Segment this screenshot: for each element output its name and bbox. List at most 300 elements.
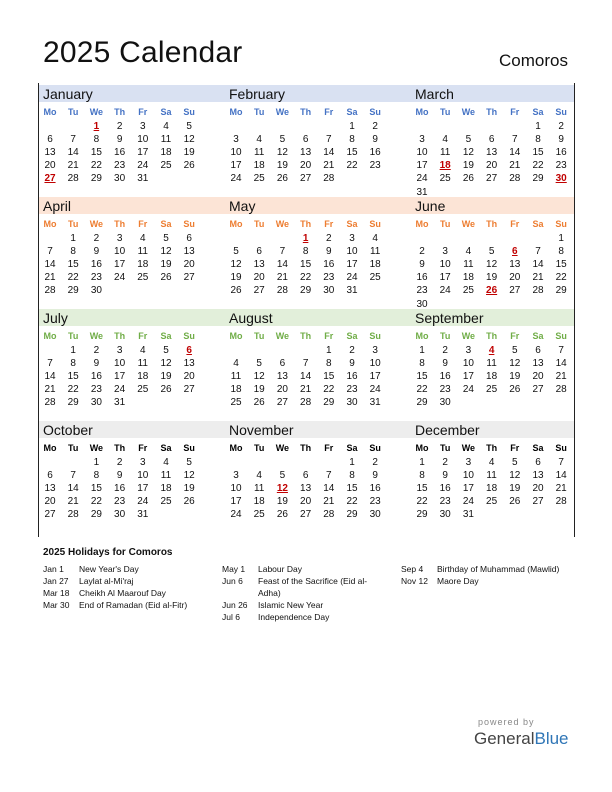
day-cell: 23 [439,384,451,396]
day-cell: 28 [44,397,56,409]
day-cell: 13 [486,147,498,159]
day-cell: 14 [67,483,79,495]
day-cell: 4 [256,470,262,482]
weekday-header: Fr [138,107,148,117]
day-cell: 15 [67,259,79,271]
holiday-day-cell: 4 [488,345,495,356]
month-name: January [43,86,93,102]
day-cell: 4 [488,457,495,468]
weekday-header: Fr [510,331,520,341]
day-cell: 29 [416,397,428,409]
day-cell: 19 [276,160,288,172]
day-cell: 12 [253,371,265,383]
weekday-header: Fr [324,219,334,229]
day-cell: 13 [300,483,312,495]
day-cell: 10 [230,147,242,159]
weekday-header: Su [183,219,195,229]
day-cell: 14 [323,147,335,159]
day-cell: 10 [439,259,451,271]
day-cell: 26 [276,509,288,521]
day-cell: 15 [555,259,567,271]
day-cell: 16 [369,483,381,495]
day-cell: 5 [186,121,192,132]
day-cell: 16 [555,147,567,159]
holiday-date: Jul 6 [222,612,240,622]
day-cell: 10 [137,134,149,146]
day-cell: 19 [230,272,242,284]
day-cell: 7 [302,358,309,370]
day-cell: 5 [279,134,286,146]
day-cell: 13 [183,246,195,258]
holiday-day-cell: 1 [93,121,100,132]
weekday-header: Th [114,443,126,453]
day-cell: 3 [116,345,123,356]
day-cell: 17 [439,272,451,284]
holiday-name: Laylat al-Mi'raj [79,576,134,586]
day-cell: 15 [323,371,335,383]
holiday-date: Jun 26 [222,600,248,610]
day-cell: 27 [253,285,265,297]
day-cell: 28 [44,285,56,297]
day-cell: 25 [230,397,242,409]
weekday-header: Mo [43,107,57,117]
weekday-header: We [89,107,104,117]
holiday-name: Islamic New Year [258,600,324,610]
day-cell: 22 [90,496,102,508]
day-cell: 18 [462,272,474,284]
day-cell: 28 [323,509,335,521]
day-cell: 11 [160,134,172,146]
day-cell: 20 [300,160,312,172]
holiday-item [222,575,382,599]
day-cell: 14 [67,147,79,159]
day-cell: 19 [509,483,521,495]
day-cell: 8 [349,134,355,146]
day-cell: 16 [416,272,428,284]
weekday-header: Sa [532,443,544,453]
day-cell: 3 [465,345,472,356]
weekday-header: Su [555,443,567,453]
weekday-header: Mo [229,107,243,117]
day-cell: 25 [253,509,265,521]
holiday-column-3 [401,563,576,587]
weekday-header: Mo [43,443,57,453]
brand-blue: Blue [534,729,569,748]
day-cell: 8 [419,358,425,370]
weekday-header: Th [114,107,126,117]
day-cell: 18 [230,384,242,396]
weekday-header: Sa [532,331,544,341]
day-cell: 10 [114,246,126,258]
month-july [39,309,214,419]
day-cell: 3 [140,121,146,132]
day-cell: 5 [465,134,472,146]
day-cell: 9 [116,134,123,146]
day-cell: 21 [532,272,544,284]
day-cell: 30 [439,397,451,409]
day-cell: 2 [326,233,332,244]
day-cell: 27 [532,384,544,396]
day-cell: 18 [486,371,498,383]
day-cell: 9 [116,470,123,482]
month-october [39,421,214,531]
weekday-header: Mo [229,219,243,229]
day-cell: 6 [535,345,541,356]
day-cell: 20 [509,272,521,284]
day-cell: 17 [369,371,381,383]
day-cell: 4 [256,134,262,146]
day-cell: 15 [346,147,358,159]
day-cell: 6 [47,134,53,146]
weekday-header: Mo [229,331,243,341]
day-cell: 7 [558,457,564,468]
day-cell: 20 [300,496,312,508]
holiday-date: Mar 30 [43,600,70,610]
day-cell: 21 [67,160,79,172]
weekday-header: Mo [415,219,429,229]
day-cell: 8 [349,470,355,482]
day-cell: 15 [532,147,544,159]
day-cell: 12 [509,358,521,370]
day-cell: 24 [369,384,381,396]
weekday-header: We [89,443,104,453]
day-cell: 3 [372,345,378,356]
weekday-header: Mo [415,107,429,117]
day-cell: 4 [465,246,472,258]
weekday-header: We [275,107,290,117]
month-november [225,421,400,531]
day-cell: 23 [439,496,451,508]
day-cell: 10 [230,483,242,495]
calendar-grid [38,83,575,537]
month-name: December [415,422,480,438]
day-cell: 14 [532,259,544,271]
day-cell: 19 [160,259,172,271]
day-cell: 5 [488,246,495,258]
day-cell: 17 [114,371,126,383]
holiday-date: Jan 1 [43,564,64,574]
day-cell: 2 [442,345,448,356]
holiday-date: May 1 [222,564,246,574]
weekday-header: Su [369,219,381,229]
day-cell: 9 [349,358,355,370]
day-cell: 31 [137,509,149,521]
day-cell: 17 [137,147,149,159]
day-cell: 27 [300,173,312,185]
day-cell: 28 [276,285,288,297]
day-cell: 13 [253,259,265,271]
day-cell: 19 [509,371,521,383]
day-cell: 26 [230,285,242,297]
day-cell: 7 [326,470,332,482]
day-cell: 3 [442,246,448,258]
day-cell: 17 [346,259,358,271]
weekday-header: Su [183,107,195,117]
day-cell: 2 [558,121,564,132]
day-cell: 27 [300,509,312,521]
day-cell: 18 [160,483,172,495]
day-cell: 26 [253,397,265,409]
day-cell: 20 [276,384,288,396]
day-cell: 23 [369,160,381,172]
day-cell: 12 [276,147,288,159]
day-cell: 15 [416,371,428,383]
holiday-name: New Year's Day [79,564,139,574]
day-cell: 7 [326,134,332,146]
day-cell: 30 [416,298,428,310]
weekday-header: Th [300,443,312,453]
day-cell: 5 [233,246,239,258]
day-cell: 1 [70,233,76,244]
holiday-day-cell: 30 [555,173,567,185]
day-cell: 14 [300,371,312,383]
weekday-header: We [275,219,290,229]
day-cell: 21 [44,272,56,284]
day-cell: 12 [509,470,521,482]
day-cell: 8 [419,470,425,482]
day-cell: 2 [116,121,123,132]
day-cell: 24 [462,496,474,508]
day-cell: 17 [114,259,126,271]
holiday-name: Cheikh Al Maarouf Day [79,588,166,598]
day-cell: 13 [44,483,56,495]
day-cell: 1 [326,345,332,356]
weekday-header: Sa [160,107,172,117]
day-cell: 6 [256,246,262,258]
weekday-header: Tu [254,219,265,229]
day-cell: 26 [276,173,288,185]
day-cell: 5 [279,470,286,482]
day-cell: 1 [419,345,425,356]
weekday-header: Fr [138,219,148,229]
month-name: July [43,310,68,326]
month-name: March [415,86,454,102]
month-name: October [43,422,93,438]
day-cell: 22 [67,384,79,396]
day-cell: 14 [44,371,56,383]
day-cell: 2 [93,345,100,356]
day-cell: 15 [300,259,312,271]
month-name: August [229,310,273,326]
day-cell: 31 [346,285,358,297]
month-name: April [43,198,72,214]
weekday-header: We [461,331,476,341]
day-cell: 26 [183,496,195,508]
day-cell: 25 [486,384,498,396]
day-cell: 25 [253,173,265,185]
day-cell: 7 [558,345,564,356]
weekday-header: Tu [254,443,265,453]
month-december [411,421,586,531]
day-cell: 6 [535,457,541,468]
day-cell: 9 [442,470,448,482]
holiday-item [43,599,213,611]
day-cell: 25 [137,272,149,284]
day-cell: 19 [486,272,498,284]
day-cell: 24 [137,496,149,508]
day-cell: 11 [369,246,381,258]
weekday-header: Tu [440,443,451,453]
day-cell: 30 [369,509,381,521]
day-cell: 21 [276,272,288,284]
day-cell: 3 [465,457,472,468]
weekday-header: Mo [229,443,243,453]
month-name: September [415,310,484,326]
day-cell: 9 [558,134,564,146]
day-cell: 5 [512,345,518,356]
weekday-header: We [275,443,290,453]
weekday-header: Su [183,443,195,453]
month-name: November [229,422,294,438]
brand-logo[interactable] [474,729,569,749]
day-cell: 20 [486,160,498,172]
day-cell: 29 [323,397,335,409]
day-cell: 28 [555,496,567,508]
weekday-header: Sa [346,107,358,117]
holiday-date: Jun 6 [222,576,243,586]
day-cell: 1 [535,121,541,132]
holiday-name: Independence Day [258,612,330,622]
day-cell: 3 [349,233,355,244]
weekday-header: Su [369,331,381,341]
day-cell: 27 [276,397,288,409]
holiday-date: Sep 4 [401,564,424,574]
holiday-item [222,611,382,623]
weekday-header: Fr [510,219,520,229]
day-cell: 4 [233,358,239,370]
day-cell: 19 [276,496,288,508]
holiday-item [43,563,213,575]
day-cell: 1 [349,121,355,132]
day-cell: 29 [346,509,358,521]
day-cell: 31 [114,397,126,409]
day-cell: 16 [439,371,451,383]
day-cell: 23 [323,272,335,284]
weekday-header: Sa [346,443,358,453]
day-cell: 8 [93,134,100,146]
day-cell: 7 [70,470,76,482]
day-cell: 12 [486,259,498,271]
day-cell: 13 [509,259,521,271]
weekday-header: Su [555,219,567,229]
holiday-date: Jan 27 [43,576,69,586]
weekday-header: We [461,107,476,117]
weekday-header: Th [300,219,312,229]
day-cell: 22 [416,496,428,508]
day-cell: 15 [90,483,102,495]
day-cell: 5 [256,358,262,370]
day-cell: 1 [419,457,425,468]
day-cell: 30 [439,509,451,521]
day-cell: 24 [230,173,242,185]
day-cell: 25 [160,496,172,508]
day-cell: 23 [346,384,358,396]
brand-general: General [474,729,535,748]
day-cell: 18 [137,259,149,271]
day-cell: 24 [416,173,428,185]
day-cell: 6 [488,134,495,146]
weekday-header: Tu [68,443,79,453]
holiday-day-cell: 12 [276,483,288,495]
day-cell: 24 [114,272,126,284]
day-cell: 31 [462,509,474,521]
day-cell: 3 [140,457,146,468]
month-september [411,309,586,419]
weekday-header: We [461,443,476,453]
weekday-header: Fr [138,443,148,453]
day-cell: 26 [160,272,172,284]
day-cell: 26 [462,173,474,185]
weekday-header: Mo [415,443,429,453]
weekday-header: Fr [324,331,334,341]
day-cell: 9 [93,246,100,258]
day-cell: 19 [183,147,195,159]
day-cell: 1 [558,233,564,244]
holiday-name: Feast of the Sacrifice (Eid al-Adha) [258,576,368,598]
day-cell: 18 [253,496,265,508]
day-cell: 14 [509,147,521,159]
day-cell: 20 [532,483,544,495]
weekday-header: Fr [510,443,520,453]
day-cell: 19 [253,384,265,396]
day-cell: 11 [137,246,148,258]
weekday-header: We [89,219,104,229]
day-cell: 16 [346,371,358,383]
day-cell: 17 [462,371,474,383]
weekday-header: Tu [68,331,79,341]
weekday-header: Fr [324,107,334,117]
day-cell: 8 [535,134,541,146]
day-cell: 18 [253,160,265,172]
day-cell: 21 [44,384,56,396]
weekday-header: Mo [43,219,57,229]
weekday-header: Th [114,219,126,229]
holiday-day-cell: 18 [439,160,451,172]
holiday-day-cell: 6 [512,246,518,258]
day-cell: 15 [90,147,102,159]
day-cell: 27 [509,285,521,297]
day-cell: 23 [114,160,126,172]
day-cell: 14 [555,358,567,370]
month-february [225,85,400,195]
weekday-header: We [461,219,476,229]
day-cell: 19 [183,483,195,495]
day-cell: 28 [555,384,567,396]
day-cell: 18 [369,259,381,271]
day-cell: 15 [67,371,79,383]
day-cell: 5 [163,345,169,356]
day-cell: 10 [462,358,474,370]
day-cell: 7 [535,246,541,258]
day-cell: 29 [532,173,544,185]
day-cell: 1 [349,457,355,468]
day-cell: 4 [163,457,169,468]
day-cell: 16 [114,483,126,495]
day-cell: 23 [555,160,567,172]
day-cell: 21 [323,160,335,172]
day-cell: 20 [532,371,544,383]
day-cell: 19 [160,371,172,383]
day-cell: 28 [67,509,79,521]
weekday-header: Fr [138,331,148,341]
day-cell: 8 [93,470,100,482]
day-cell: 11 [439,147,451,159]
day-cell: 13 [44,147,56,159]
day-cell: 25 [369,272,381,284]
day-cell: 25 [462,285,474,297]
day-cell: 1 [70,345,76,356]
day-cell: 27 [44,509,56,521]
